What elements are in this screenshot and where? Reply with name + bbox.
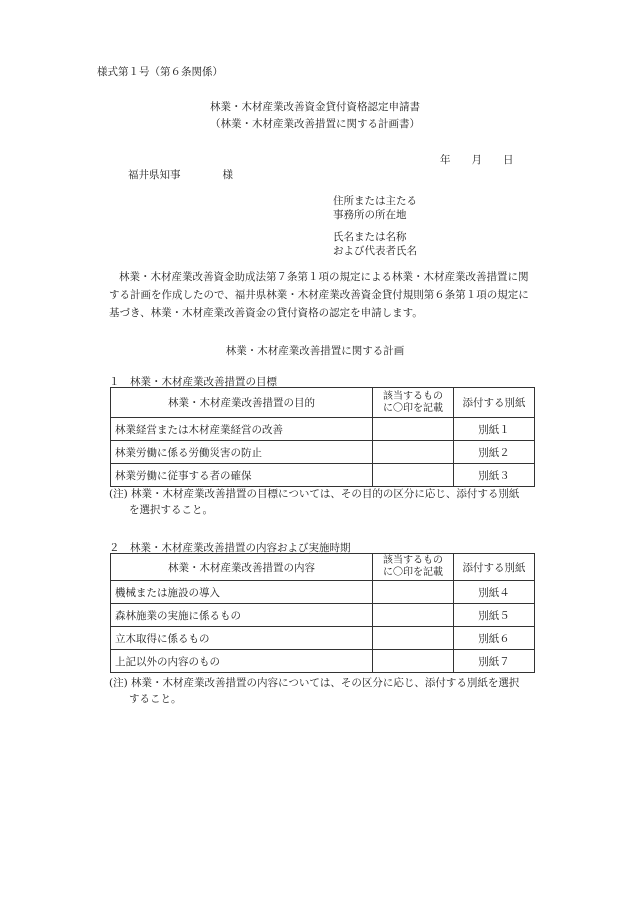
check-cell[interactable] <box>373 650 454 673</box>
table-row <box>111 627 535 650</box>
table-row <box>111 418 535 441</box>
document-subtitle: （林業・木材産業改善措置に関する計画書） <box>210 118 420 130</box>
attach-cell: 別紙１ <box>454 418 535 441</box>
col-purpose-header: 林業・木材産業改善措置の目的 <box>111 388 373 418</box>
note-line: (注) 林業・木材産業改善措置の内容については、その区分に応じ、添付する別紙を選択 <box>109 677 520 689</box>
addressee: 福井県知事 様 <box>128 169 233 181</box>
note-line: (注) 林業・木材産業改善措置の目標については、その目的の区分に応じ、添付する別紙 <box>109 488 520 500</box>
content-cell: 森林施業の実施に係るもの <box>111 604 373 627</box>
date-line: 年 月 日 <box>440 154 514 166</box>
section2-note <box>109 675 539 707</box>
table-row <box>111 650 535 673</box>
table-header-row <box>111 388 535 418</box>
attach-cell: 別紙５ <box>454 604 535 627</box>
section2-table <box>110 553 535 673</box>
table-row <box>111 464 535 487</box>
attach-cell: 別紙６ <box>454 627 535 650</box>
body-line: する計画を作成したので、福井県林業・木材産業改善資金貸付規則第６条第１項の規定に <box>109 289 529 301</box>
content-cell: 上記以外の内容のもの <box>111 650 373 673</box>
col-attach-header: 添付する別紙 <box>454 388 535 418</box>
table-row <box>111 581 535 604</box>
attach-cell: 別紙４ <box>454 581 535 604</box>
section1-note <box>109 486 539 518</box>
section2-heading: ２ 林業・木材産業改善措置の内容および実施時期 <box>109 542 351 554</box>
address-label: 住所または主たる <box>333 195 417 207</box>
col-check-header-line: 該当するもの <box>383 555 443 566</box>
name-label-2: および代表者氏名 <box>333 245 417 257</box>
document-title: 林業・木材産業改善資金貸付資格認定申請書 <box>210 101 420 113</box>
col-check-header <box>373 388 454 418</box>
col-check-header-line: 該当するもの <box>383 390 443 402</box>
purpose-cell: 林業経営または木材産業経営の改善 <box>111 418 373 441</box>
check-cell[interactable] <box>373 418 454 441</box>
table-row <box>111 604 535 627</box>
note-line: を選択すること。 <box>129 504 213 516</box>
application-body <box>109 268 534 322</box>
attach-cell: 別紙３ <box>454 464 535 487</box>
section1-heading: １ 林業・木材産業改善措置の目標 <box>109 376 277 388</box>
check-cell[interactable] <box>373 627 454 650</box>
col-attach-header: 添付する別紙 <box>454 554 535 581</box>
purpose-cell: 林業労働に係る労働災害の防止 <box>111 441 373 464</box>
col-check-header <box>373 554 454 581</box>
attach-cell: 別紙２ <box>454 441 535 464</box>
check-cell[interactable] <box>373 581 454 604</box>
content-cell: 機械または施設の導入 <box>111 581 373 604</box>
col-check-header-line: に〇印を記載 <box>383 567 443 578</box>
body-line: 林業・木材産業改善資金助成法第７条第１項の規定による林業・木材産業改善措置に関 <box>119 271 529 283</box>
address-label-2: 事務所の所在地 <box>333 209 407 221</box>
purpose-cell: 林業労働に従事する者の確保 <box>111 464 373 487</box>
table-header-row <box>111 554 535 581</box>
body-line: 基づき、林業・木材産業改善資金の貸付資格の認定を申請します。 <box>109 307 423 319</box>
col-check-header-line: に〇印を記載 <box>383 402 443 414</box>
col-content-header: 林業・木材産業改善措置の内容 <box>111 554 373 581</box>
form-id: 様式第１号（第６条関係） <box>97 66 223 78</box>
check-cell[interactable] <box>373 441 454 464</box>
content-cell: 立木取得に係るもの <box>111 627 373 650</box>
section1-table <box>110 387 535 487</box>
check-cell[interactable] <box>373 604 454 627</box>
note-line: すること。 <box>129 693 182 705</box>
name-label: 氏名または名称 <box>333 231 407 243</box>
attach-cell: 別紙７ <box>454 650 535 673</box>
plan-heading: 林業・木材産業改善措置に関する計画 <box>225 345 405 357</box>
table-row <box>111 441 535 464</box>
check-cell[interactable] <box>373 464 454 487</box>
